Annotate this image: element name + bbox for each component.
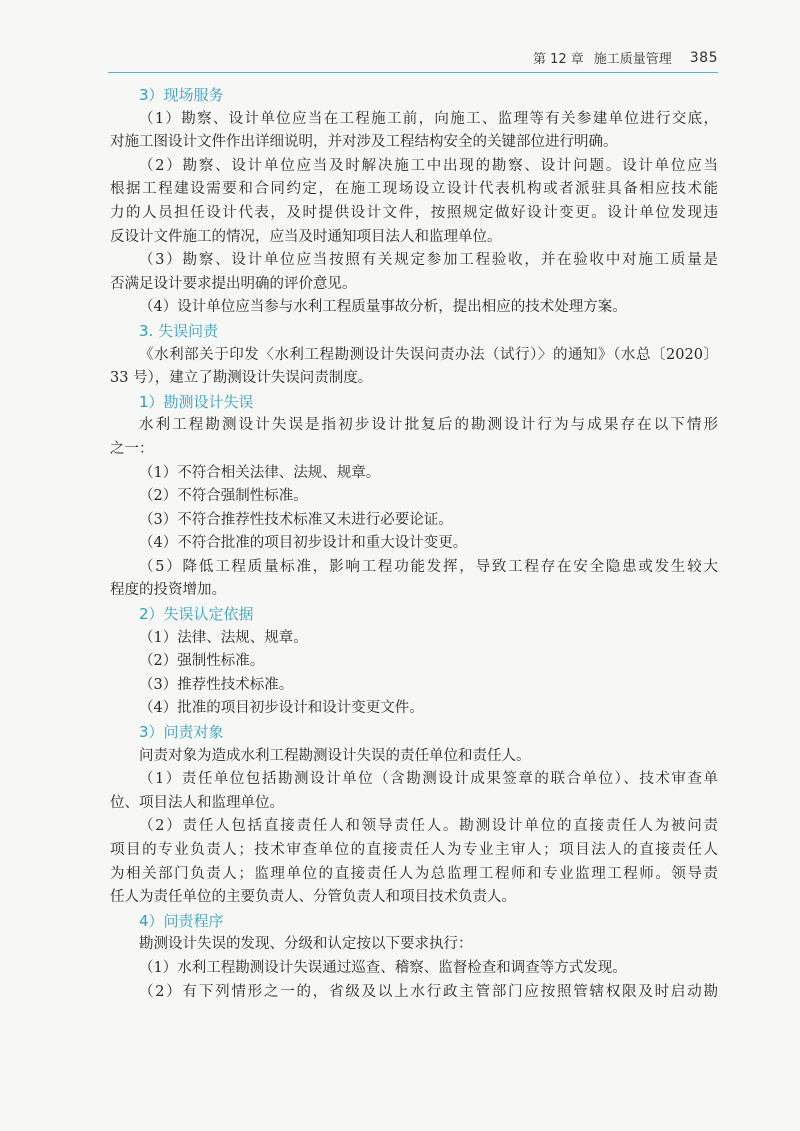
text-line: 《水利部关于印发〈水利工程勘测设计失误问责办法（试行）〉的通知》（水总〔2020〕 (139, 346, 718, 363)
text-line: （1）不符合相关法律、法规、规章。 (139, 464, 381, 481)
text-line: （2）勘察、设计单位应当及时解决施工中出现的勘察、设计问题。设计单位应当 (139, 157, 718, 174)
text-line: （4）不符合批准的项目初步设计和重大设计变更。 (139, 535, 468, 552)
text-line: 根据工程建设需要和合同约定，在施工现场设立设计代表机构或者派驻具备相应技术能 (110, 181, 718, 198)
page-number: 385 (689, 49, 718, 66)
page-body (110, 84, 718, 1004)
text-line: （1）勘察、设计单位应当在工程施工前，向施工、监理等有关参建单位进行交底， (139, 110, 718, 127)
text-line: 问责对象为造成水利工程勘测设计失误的责任单位和责任人。 (139, 747, 531, 764)
header-inner (533, 48, 718, 67)
text-line: （4）批准的项目初步设计和设计变更文件。 (139, 700, 424, 717)
header-chapter-group (533, 48, 672, 67)
text-line: 任人为责任单位的主要负责人、分管负责人和项目技术负责人。 (110, 889, 516, 906)
text-line: 对施工图设计文件作出详细说明，并对涉及工程结构安全的关键部位进行明确。 (110, 134, 618, 151)
text-line: （5）降低工程质量标准，影响工程功能发挥，导致工程存在安全隐患或发生较大 (139, 558, 718, 575)
running-header (108, 44, 718, 73)
text-line: （2）责任人包括直接责任人和领导责任人。勘测设计单位的直接责任人为被问责 (139, 818, 718, 835)
text-line: （3）推荐性技术标准。 (139, 676, 294, 693)
text-line: 位、项目法人和监理单位。 (110, 794, 284, 811)
text-line: 程度的投资增加。 (110, 582, 226, 599)
text-line: （1）水利工程勘测设计失误通过巡查、稽察、监督检查和调查等方式发现。 (139, 959, 627, 976)
section-heading: 4）问责程序 (139, 911, 224, 930)
text-line: （2）有下列情形之一的，省级及以上水行政主管部门应按照管辖权限及时启动勘 (139, 983, 718, 1000)
text-line: （3）不符合推荐性技术标准又未进行必要论证。 (139, 511, 453, 528)
chapter-label: 第 12 章 (532, 52, 584, 67)
text-line: （2）不符合强制性标准。 (139, 488, 308, 505)
text-line: 为相关部门负责人；监理单位的直接责任人为总监理工程师和专业监理工程师。领导责 (110, 865, 718, 882)
chapter-title: 施工质量管理 (593, 52, 672, 67)
text-line: （4）设计单位应当参与水利工程质量事故分析，提出相应的技术处理方案。 (139, 299, 627, 316)
section-heading: 2）失误认定依据 (139, 605, 254, 624)
text-line: 33 号），建立了勘测设计失误问责制度。 (110, 370, 373, 387)
section-heading: 3）现场服务 (139, 86, 224, 104)
section-heading: 3. 失误问责 (139, 321, 219, 340)
text-line: 勘测设计失误的发现、分级和认定按以下要求执行： (139, 936, 473, 953)
text-line: （3）勘察、设计单位应当按照有关规定参加工程验收，并在验收中对施工质量是 (139, 252, 718, 269)
section-heading: 3）问责对象 (139, 723, 224, 742)
text-line: 反设计文件施工的情况，应当及时通知项目法人和监理单位。 (110, 228, 502, 245)
text-line: 项目的专业负责人；技术审查单位的直接责任人为专业主审人；项目法人的直接责任人 (110, 842, 718, 858)
text-line: （2）强制性标准。 (139, 653, 265, 670)
section-heading: 1）勘测设计失误 (139, 392, 254, 411)
text-line: 水利工程勘测设计失误是指初步设计批复后的勘测设计行为与成果存在以下情形 (139, 417, 718, 434)
text-line: 否满足设计要求提出明确的评价意见。 (110, 275, 357, 292)
text-line: （1）法律、法规、规章。 (139, 629, 308, 646)
text-line: 力的人员担任设计代表，及时提供设计文件，按照规定做好设计变更。设计单位发现违 (110, 204, 718, 221)
text-line: 之一： (110, 440, 154, 457)
text-line: （1）责任单位包括勘测设计单位（含勘测设计成果签章的联合单位）、技术审查单 (139, 771, 718, 788)
